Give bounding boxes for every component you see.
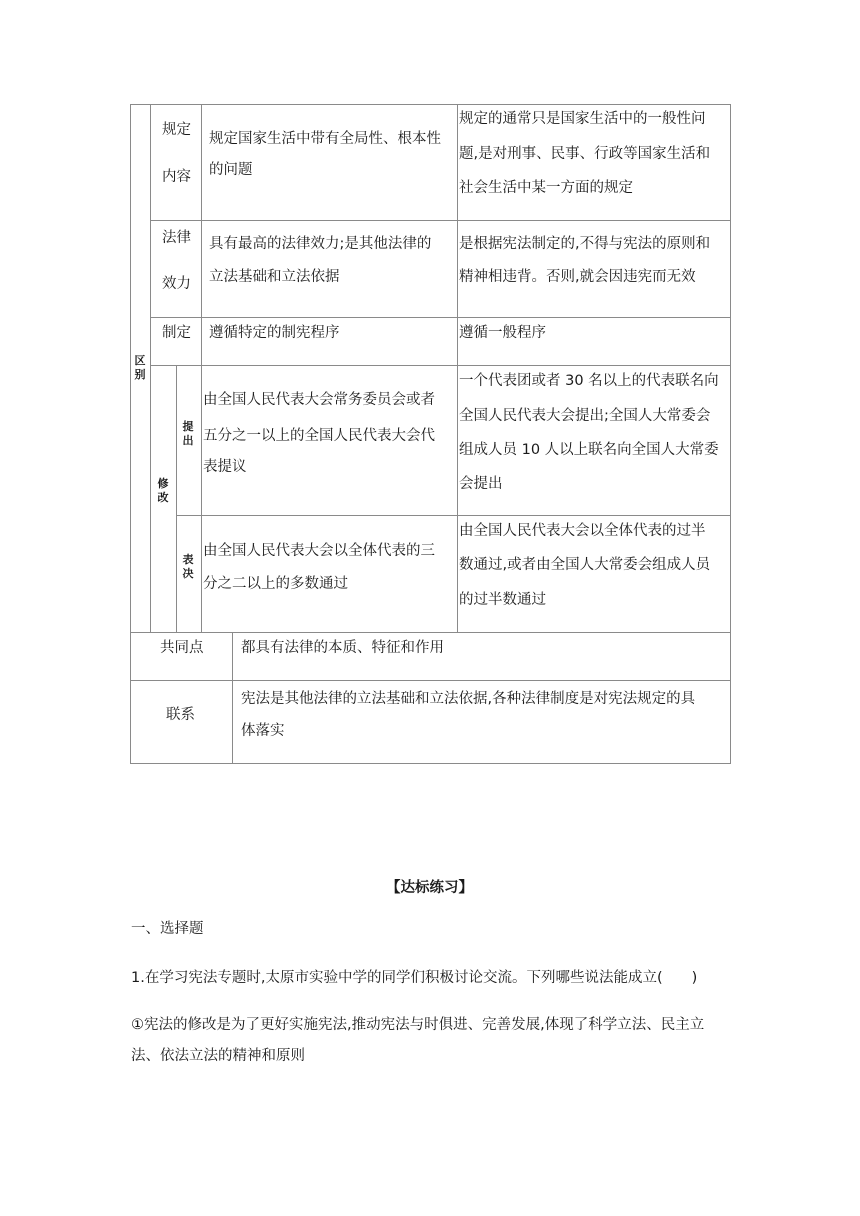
vote-ordinary-line1: 由全国人民代表大会以全体代表的过半 [459,523,706,539]
enact-label: 制定 [162,325,191,341]
effect-ordinary-line1: 是根据宪法制定的,不得与宪法的原则和 [459,236,711,252]
content-constitution-line1: 规定国家生活中带有全局性、根本性 [209,131,441,147]
propose-ordinary-line1: 一个代表团或者 30 名以上的代表联名向 [459,373,719,389]
question-1: 1.在学习宪法专题时,太原市实验中学的同学们积极讨论交流。下列哪些说法能成立( ) [131,970,698,986]
content-ordinary-line1: 规定的通常只是国家生活中的一般性问 [459,111,706,127]
relation-label: 联系 [166,707,195,723]
propose-ordinary-line3: 组成人员 10 人以上联名向全国人大常委 [459,442,719,458]
enact-ordinary: 遵循一般程序 [459,325,546,341]
section-title: 一、选择题 [131,921,204,937]
vote-constitution-line1: 由全国人民代表大会以全体代表的三 [203,543,435,559]
vote-constitution-line2: 分之二以上的多数通过 [203,576,348,592]
effect-ordinary-line2: 精神相违背。否则,就会因违宪而无效 [459,269,696,285]
content-ordinary-line3: 社会生活中某一方面的规定 [459,180,633,196]
option-1-line1: ①宪法的修改是为了更好实施宪法,推动宪法与时俱进、完善发展,体现了科学立法、民主立 [131,1017,705,1033]
vote-label: 表决 [182,553,194,580]
content-label-line1: 规定 [162,122,191,138]
propose-ordinary-line4: 会提出 [459,476,503,492]
option-1-line2: 法、依法立法的精神和原则 [131,1048,305,1064]
effect-label-line2: 效力 [162,276,191,292]
enact-constitution: 遵循特定的制宪程序 [209,325,340,341]
content-label-line2: 内容 [162,169,191,185]
relation-text-line1: 宪法是其他法律的立法基础和立法依据,各种法律制度是对宪法规定的具 [241,691,696,707]
propose-constitution-line2: 五分之一以上的全国人民代表大会代 [203,428,435,444]
content-constitution-line2: 的问题 [209,162,253,178]
relation-text-line2: 体落实 [241,723,285,739]
content-ordinary-line2: 题,是对刑事、民事、行政等国家生活和 [459,146,711,162]
common-label: 共同点 [160,640,204,656]
effect-constitution-line1: 具有最高的法律效力;是其他法律的 [209,236,432,252]
propose-ordinary-line2: 全国人民代表大会提出;全国人大常委会 [459,408,711,424]
propose-label: 提出 [182,420,194,447]
vote-ordinary-line3: 的过半数通过 [459,592,546,608]
practice-heading: 【达标练习】 [386,880,473,896]
vote-ordinary-line2: 数通过,或者由全国人大常委会组成人员 [459,557,711,573]
effect-constitution-line2: 立法基础和立法依据 [209,269,340,285]
amend-label: 修改 [157,477,169,504]
effect-label-line1: 法律 [162,230,191,246]
propose-constitution-line3: 表提议 [203,459,247,475]
propose-constitution-line1: 由全国人民代表大会常务委员会或者 [203,392,435,408]
common-text: 都具有法律的本质、特征和作用 [241,640,444,656]
row-group-label: 区别 [134,354,146,381]
